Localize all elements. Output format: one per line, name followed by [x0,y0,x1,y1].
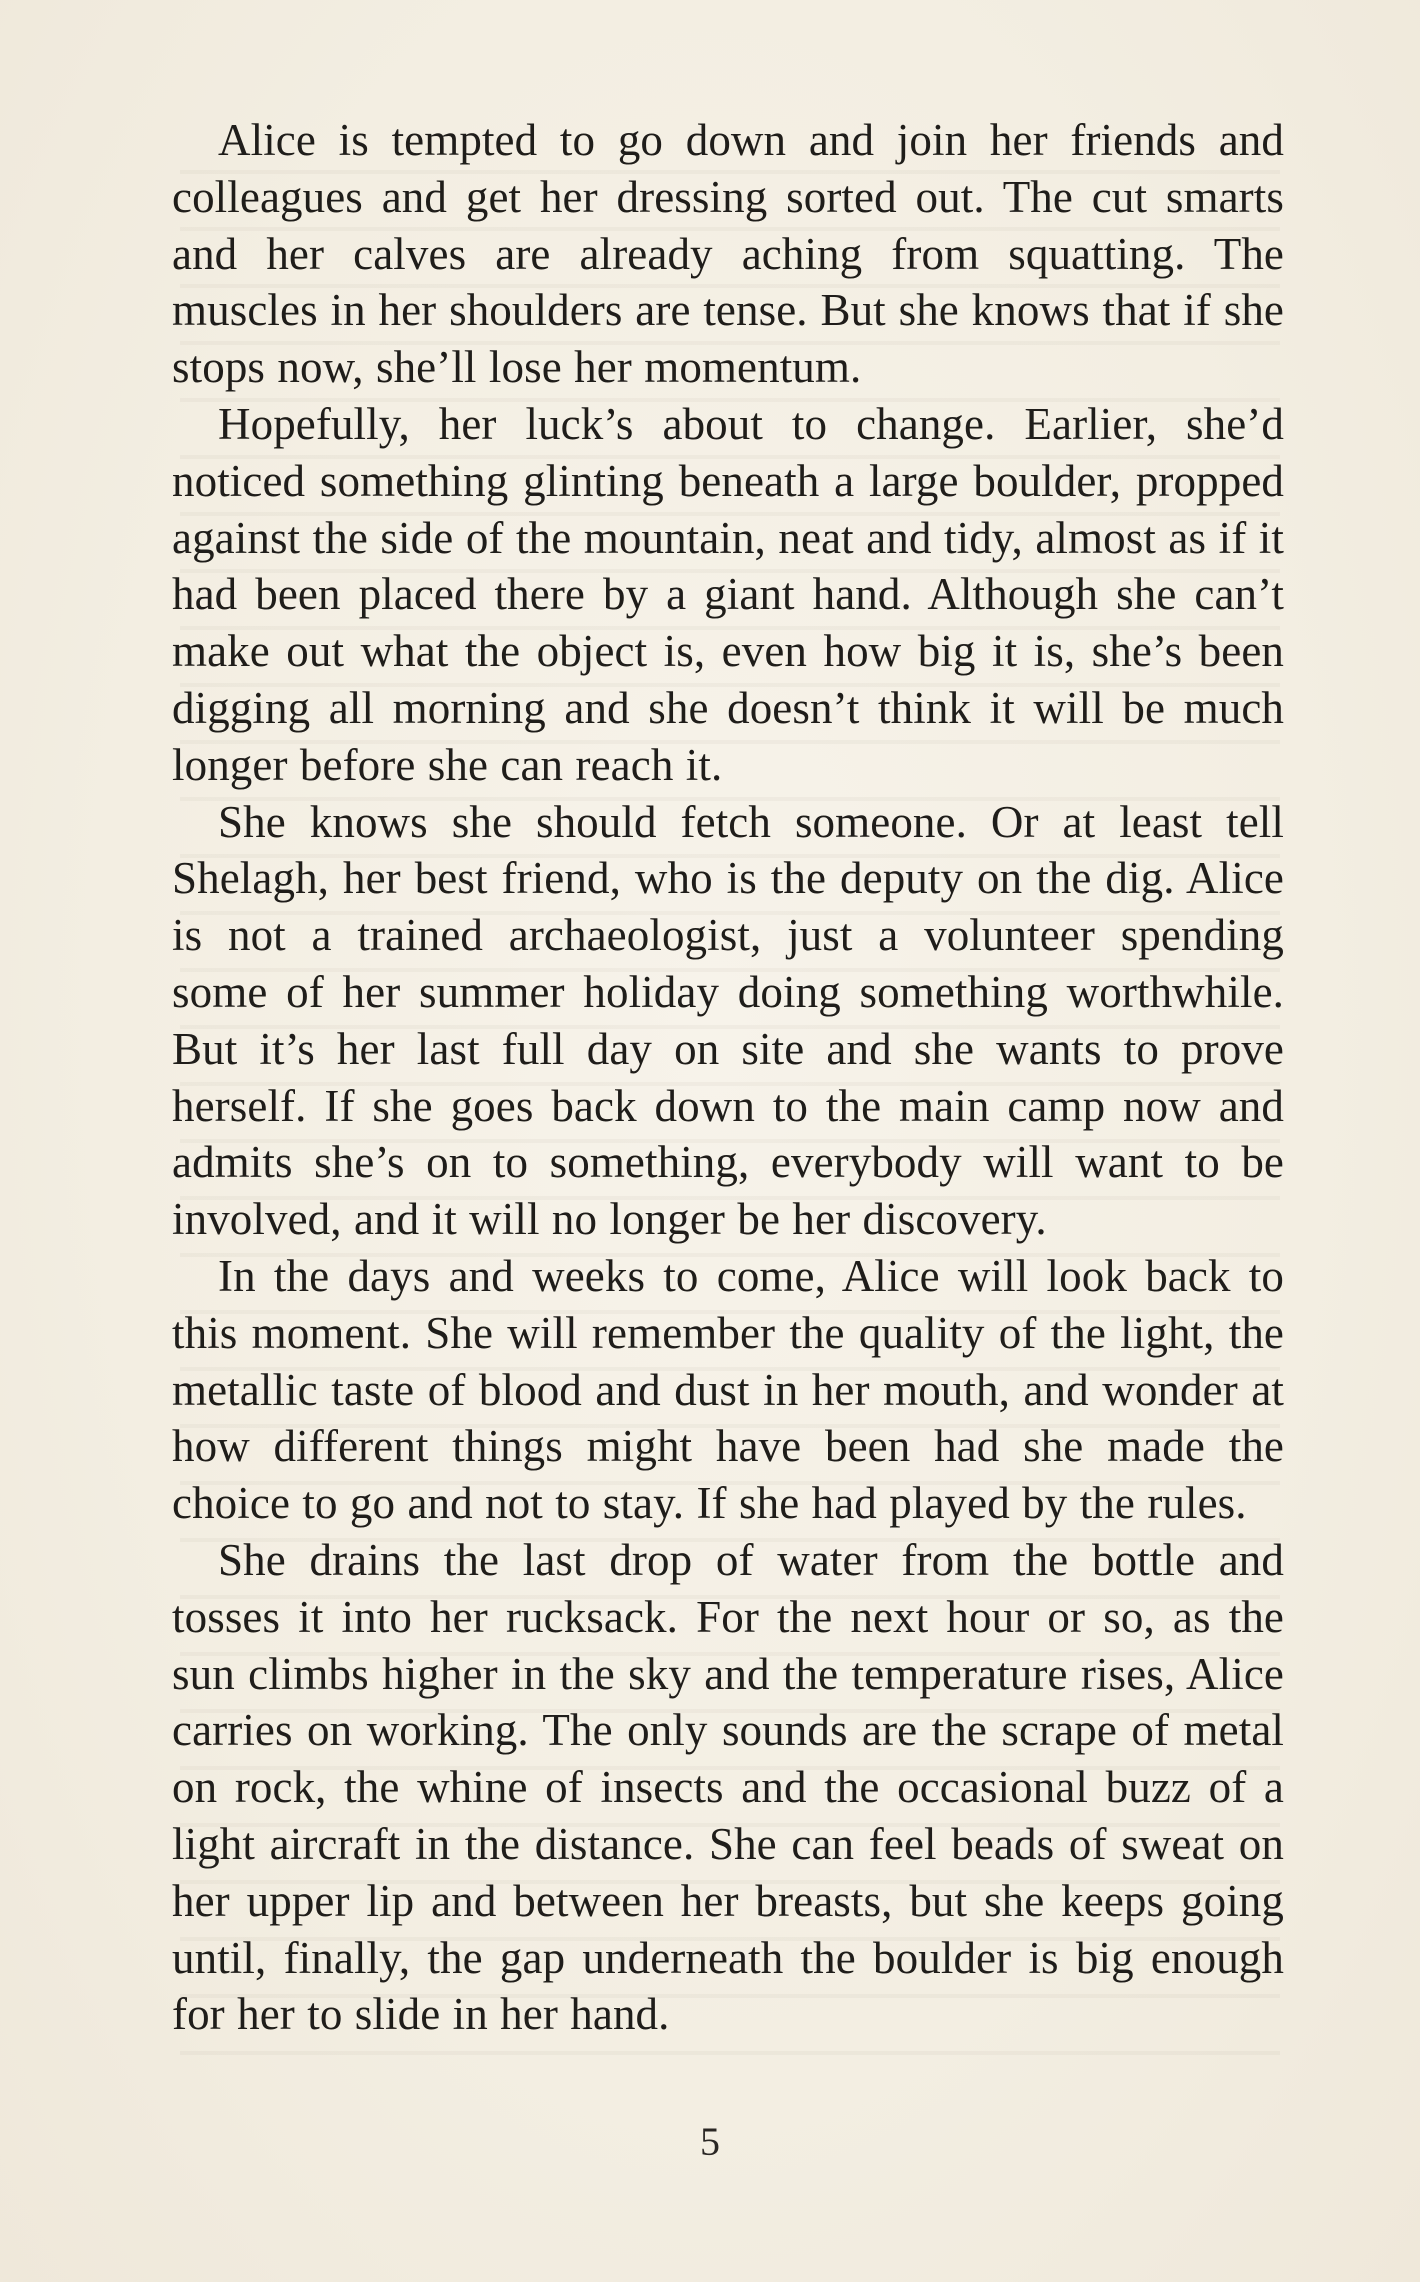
paragraph-4: In the days and weeks to come, Alice will look back to this moment. She will remember the quality of the light, the metallic taste of blood and dust in her mouth, and wonder at how different things might have been had she made the choice to go and not to stay. If she had played by the rules. [172,1250,1284,1529]
paragraph-1: Alice is tempted to go down and join her friends and colleagues and get her dressing sorted out. The cut smarts and her calves are already aching from squatting. The muscles in her shoulders are tense. But she knows that if she stops now, she’ll lose her momentum. [172,115,1284,393]
page-number: 5 [700,2119,720,2164]
paragraph-5: She drains the last drop of water from the bottle and tosses it into her rucksack. For the next hour or so, as the sun climbs higher in the sky and the temperature rises, Alice carries on working. The only sounds are the scrape of metal on rock, the whine of insects and the occasional buzz of a light aircraft in the distance. She can feel beads of sweat on her upper lip and between her breasts, but she keeps going until, finally, the gap underneath the boulder is big enough for her to slide in her hand. [172,1534,1284,2040]
paragraph-3: She knows she should fetch someone. Or at least tell Shelagh, her best friend, who is the deputy on the dig. Alice is not a trained archaeologist, just a volunteer spending some of her summer holiday doing something worthwhile. But it’s her last full day on site and she wants to prove herself. If she goes back down to the main camp now and admits she’s on to something, everybody will want to be involved, and it will no longer be her discovery. [172,796,1284,1245]
body-text [172,112,1284,2043]
paragraph-2: Hopefully, her luck’s about to change. Earlier, she’d noticed something glinting beneath a large boulder, propped against the side of the mountain, neat and tidy, almost as if it had been placed there by a giant hand. Although she can’t make out what the object is, even how big it is, she’s been digging all morning and she doesn’t think it will be much longer before she can reach it. [172,398,1284,790]
